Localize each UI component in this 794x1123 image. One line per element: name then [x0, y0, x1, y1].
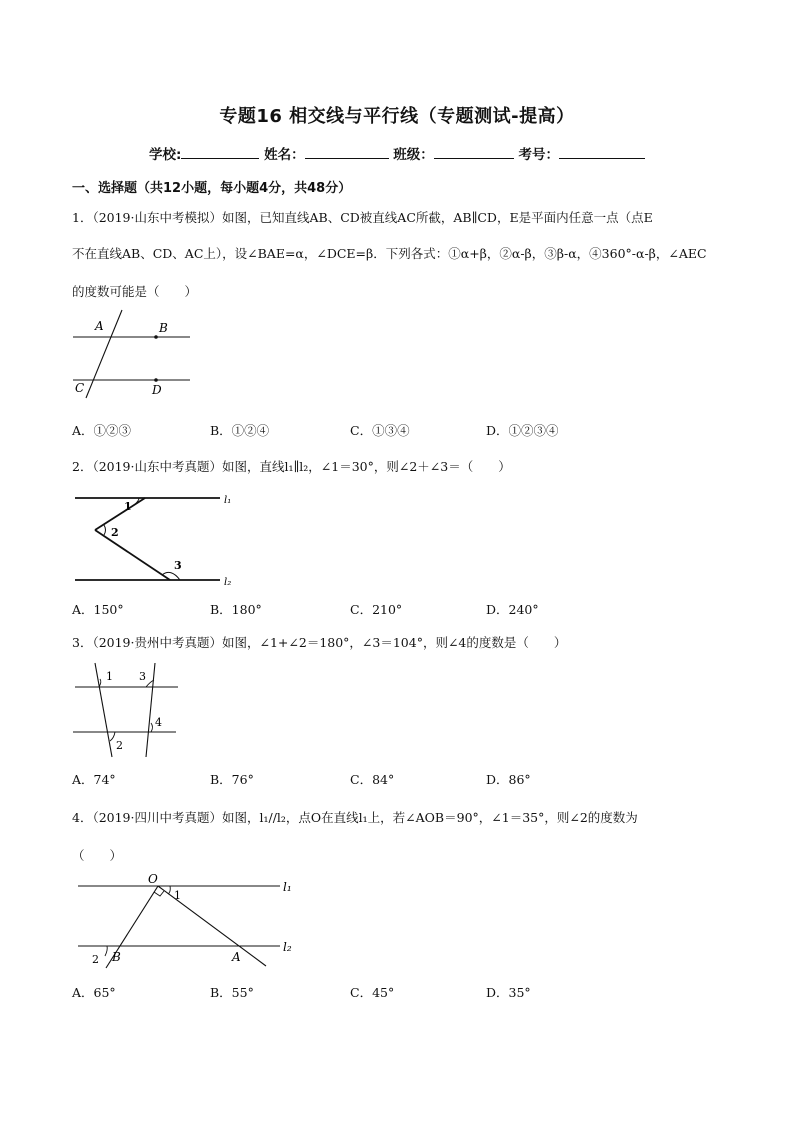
class-blank[interactable]	[434, 144, 514, 159]
q2-label-2: 2	[111, 526, 119, 539]
q3-angle-1-arc	[99, 679, 101, 687]
q3-figure	[70, 658, 185, 758]
q4-option-c[interactable]: C．45°	[350, 985, 395, 1000]
q3-angle-2-arc	[110, 732, 115, 741]
q4-label-o: O	[148, 872, 158, 886]
q3-label-1: 1	[106, 670, 113, 683]
student-info-row	[0, 143, 794, 163]
q4-label-l2: l₂	[283, 940, 292, 954]
q2-label-1: 1	[124, 500, 132, 513]
name-label: 姓名：	[264, 147, 305, 163]
q2-option-c[interactable]: C．210°	[350, 602, 403, 617]
q3-option-c[interactable]: C．84°	[350, 772, 395, 787]
q4-text-line-1: 4．（2019·四川中考真题）如图，l₁//l₂，点O在直线l₁上，若∠AOB＝90°，∠1＝35°，则∠2的度数为	[72, 810, 638, 825]
q1-option-a[interactable]: A．①②③	[72, 423, 132, 438]
q4-angle-2-arc	[105, 946, 107, 956]
q4-option-a[interactable]: A．65°	[72, 985, 116, 1000]
q2-label-l1: l₁	[224, 495, 232, 506]
q4-label-b: B	[112, 950, 121, 964]
q4-label-l1: l₁	[283, 880, 292, 894]
q2-segment-lower	[95, 530, 170, 580]
q4-figure	[70, 870, 305, 970]
q4-angle-1-arc	[168, 886, 170, 894]
section-heading: 一、选择题（共12小题，每小题4分，共48分）	[72, 181, 352, 196]
q2-segment-upper	[95, 498, 145, 530]
q3-option-a[interactable]: A．74°	[72, 772, 116, 787]
q2-option-b[interactable]: B．180°	[210, 602, 262, 617]
q2-text-line-1: 2．（2019·山东中考真题）如图，直线l₁∥l₂，∠1＝30°，则∠2＋∠3＝（ ）	[72, 459, 511, 474]
q1-text-line-2: 不在直线AB、CD、AC上），设∠BAE=α，∠DCE=β．下列各式：①α+β，②α-β，③β-α，④360°-α-β，∠AEC	[72, 246, 707, 261]
q3-option-b[interactable]: B．76°	[210, 772, 254, 787]
page-title: 专题16 相交线与平行线（专题测试-提高）	[219, 106, 575, 127]
q2-figure	[70, 488, 240, 588]
class-label: 班级：	[393, 147, 434, 163]
q1-option-b[interactable]: B．①②④	[210, 423, 270, 438]
q4-label-2: 2	[92, 953, 99, 966]
q4-right-angle-mark	[154, 891, 164, 896]
q1-label-a: A	[95, 319, 104, 333]
q2-option-a[interactable]: A．150°	[72, 602, 124, 617]
q3-label-2: 2	[116, 739, 123, 752]
q4-text-line-2: （ ）	[72, 848, 123, 863]
q1-figure	[70, 308, 195, 400]
q3-option-d[interactable]: D．86°	[486, 772, 531, 787]
q2-label-l2: l₂	[224, 577, 232, 588]
q1-text-line-1: 1．（2019·山东中考模拟）如图，已知直线AB、CD被直线AC所截，AB∥CD，E是平面内任意一点（点E	[72, 210, 653, 225]
exam-no-label: 考号：	[518, 147, 559, 163]
q3-transversal-right	[146, 663, 155, 757]
q4-label-1: 1	[174, 889, 181, 902]
q3-label-3: 3	[139, 670, 146, 683]
q1-option-d[interactable]: D．①②③④	[486, 423, 559, 438]
school-blank[interactable]	[181, 144, 259, 159]
q4-option-b[interactable]: B．55°	[210, 985, 254, 1000]
q2-angle-2-arc	[104, 525, 106, 535]
q3-text-line-1: 3．（2019·贵州中考真题）如图，∠1+∠2＝180°，∠3＝104°，则∠4的度数是（ ）	[72, 635, 567, 650]
exam-no-blank[interactable]	[559, 144, 645, 159]
q4-option-d[interactable]: D．35°	[486, 985, 531, 1000]
q2-label-3: 3	[174, 559, 182, 572]
name-blank[interactable]	[305, 144, 389, 159]
q1-point-d	[154, 378, 158, 382]
q3-label-4: 4	[155, 716, 162, 729]
school-label: 学校:	[148, 147, 182, 163]
q1-label-c: C	[75, 381, 85, 395]
q1-line-ac	[86, 310, 122, 398]
q2-option-d[interactable]: D．240°	[486, 602, 539, 617]
q1-label-b: B	[159, 321, 168, 335]
q1-text-line-3: 的度数可能是（ ）	[72, 284, 198, 299]
q1-label-d: D	[152, 383, 162, 397]
q1-option-c[interactable]: C．①③④	[350, 423, 410, 438]
q3-angle-4-arc	[151, 723, 153, 732]
q4-label-a: A	[232, 950, 241, 964]
q1-point-b	[154, 335, 158, 339]
